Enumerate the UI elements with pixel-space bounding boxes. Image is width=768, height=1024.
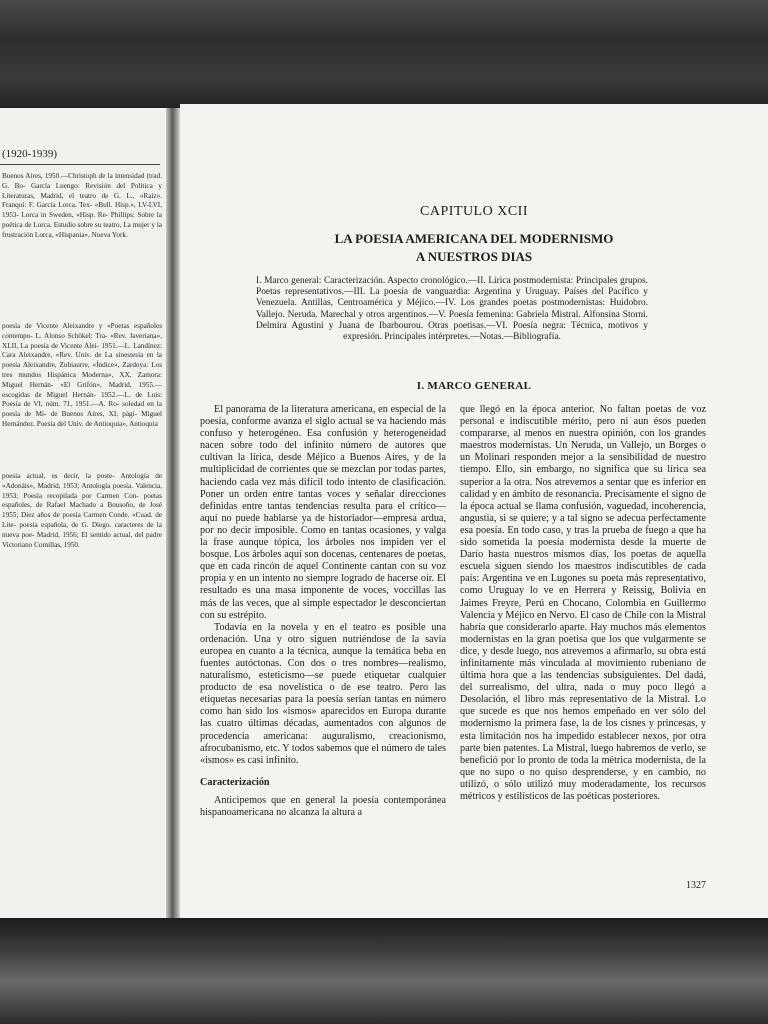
header-rule [0, 164, 160, 165]
left-page-header: (1920-1939) [2, 148, 57, 160]
scan-background-top [0, 0, 768, 112]
right-page [180, 104, 768, 920]
paragraph: que llegó en la época anterior. No faltan poetas de voz personal e indiscutible mérito, pero ni aun ésos pueden compararse, al menos en nuestra opinión, con los grandes maestros modernistas. Un Neruda, un Vallejo, un Borges o un Molinari responden mejor a la sensibilidad de nuestro tiempo. Ello, sin embargo, no significa que su lírica sea superior a la otra. Nos atrevemos a sentar que es inferior en calidad y en ámbito de resonancia. Precisamente el signo de la época actual se llama confusión, vaguedad, incoherencia, angustia, si se quiere; y a tal signo se adecua perfectamente esa poesía. En todo caso, y tras la prueba de fuego a que ha sido sometida la poesía modernista desde la muerte de Darío hasta nuestros mismos días, los poetas de aquella escuela siguen siendo los maestros indiscutibles de cada país: Argentina ve en Lugones su poeta más representativo, como Uruguay lo ve en Herrera y Reissig, Bolivia en Jaimes Freyre, Perú en Chocano, Colombia en Guillermo Valencia y Méjico en Nervo. El caso de Chile con la Mistral habría que considerarlo aparte. Hay muchos más elementos modernistas en la gran poetisa que los que vulgarmente se dice, y desde luego, nos atrevemos a afirmarlo, su obra está infinitamente más vinculada al movimiento rubeniano de última hora que a las tendencias subsiguientes. Del dadá, del surrealismo, del ultra, nada o muy poco llegó a Desolación, el libro más representativo de la Mistral. Lo que sucede es que nos hemos empeñado en ver sólo del modernismo la primera fase, la de los cisnes y princesas, y esta limitación nos ha impedido establecer nexos, por otra parte bien patentes. La Mistral, luego habremos de verlo, se benefició por lo pronto de toda la métrica modernista, de la que no supo o no quiso desprenderse, y en cambio, no utilizó, o sólo utilizó muy moderadamente, los recursos métricos y estilísticos de las poéticas posteriores. [460, 404, 706, 802]
text-column-right [460, 404, 706, 803]
text-column-left [200, 404, 446, 819]
bibliography-block: Buenos Aires, 1950.—Christoph de la intensidad (trad. G. Bo- García Luengo: Revisión del Política y Literaturas, Madrid, el teatro de G. L., «Raíz». Franquí: F. García Lorca. Tex- «Bull. Hisp.», LV-LVI, 1953- Lorca in Sweden, «Hisp. Re- Phillips: Sobre la poética de Lorca. Estudio sobre su teatro, La mujer y la frustración Lorca, «Hispania», Nueva York. [2, 172, 162, 239]
bibliography-block: poesía de Vicente Aleixandre y «Poetas españoles contempo- L. Alonso Schökel: Tra- «Rev. Javeriana», XLII, La poesía de Vicente Alei- 1951.—L. Landínez: Cara Aleixandre, «Rev. Univ. de La sinestesia en la poesía Aleixandre, Zubiaurre, «Índice», Zardoya: Los tres mundos Hispánica Moderna», XX, Zamora: Miguel Hernán- «El Grifón», Madrid, 1955.— escogidas de Miguel Hernán- 1952.—L. de Luis: Poesía de VI, núm. 71, 1951.—A. Ro- soledad en la poesía de Mi- de Buenos Aires, XI, pági- Miguel Hernández. Poesía del Univ. de Antioquia», Antioquia [2, 322, 162, 428]
section-heading: I. MARCO GENERAL [416, 380, 532, 392]
bibliography-block: poesía actual, es decir, la poste- Antología de «Adonáis», Madrid, 1953; Antología poesía. Valencia, 1953; Poesía recopilada por Carmen Con- poetas españoles, de Rafael Machado a Bousoño, de José 1955; Diez años de poesía Carmen Conde. «Cuad. de Lite- poesía española, de G. Diego. caracteres de la nueva poe- Madrid, 1956; El sentido actual, del padre Victoriano Comillas, 1950. [2, 472, 162, 549]
paragraph: Anticipemos que en general la poesía contemporánea hispanoamericana no alcanza la altura a [200, 794, 446, 818]
paragraph: Todavía en la novela y en el teatro es posible una ordenación. Una y otro siguen nutriéndose de la savia europea en cuanto a la técnica, aunque la temática beba en fuentes autóctonas. Con dos o tres nombres—realismo, naturalismo, esteticismo—se puede etiquetar cualquier producto de esa novelística o de ese teatro. Pero las etiquetas necesarias para la poesía serían tantas en número como han sido los «ismos» aparecidos en Europa durante las cuatro últimas décadas, aumentados con algunos de procedencia americana: auguralismo, creacionismo, afrocubanismo, etc. Y todos sabemos que el número de tales «ismos» es casi infinito. [200, 621, 446, 766]
subsection-heading: Caracterización [200, 776, 270, 788]
left-page [0, 108, 172, 920]
page-number: 1327 [686, 880, 706, 891]
chapter-title [180, 230, 768, 266]
chapter-title-line: A NUESTROS DIAS [415, 249, 533, 264]
book-gutter [166, 108, 180, 920]
paragraph: El panorama de la literatura americana, en especial de la poesía, conforme avanza el siglo actual se va haciendo más confuso y heterogéneo. Esa confusión y heterogeneidad nacen sobre todo del infinito número de autores que cultivan la lírica, desde Méjico a Buenos Aires, y de la multiplicidad de corrientes que se mezclan por todas partes, haciendo cada vez más difícil todo intento de clasificación. Poner un orden entre tantas voces y señalar direcciones definidas entre tantas tendencias resulta para el crítico—aquí no puede hablarse ya de historiador—empresa ardua, por no decir imposible. Como en tantas ocasiones, y valga la frase aunque tópica, los árboles nos impiden ver el bosque. Los árboles aquí son docenas, centenares de poetas, que en cada rincón de aquel Continente cantan con su voz propia y en un intento no siempre logrado de hacerse oír. El resultado es una masa imponente de voces, voccillas las más de las veces, que al simple espectador le desconciertan con su estrépito. [200, 404, 446, 621]
scan-background-bottom [0, 918, 768, 1024]
chapter-summary: I. Marco general: Caracterización. Aspecto cronológico.—II. Lírica postmodernista: Principales grupos. Poetas representativos.—III. La poesía de vanguardia: Argentina y Uruguay. Países del Pacífico y Venezuela. Antillas, Centroamérica y Méjico.—IV. Los grandes poetas postmodernistas: Huidobro. Vallejo. Neruda. Marechal y otros argentinos.—V. Poesía femenina: Gabriela Mistral. Alfonsina Storni. Delmira Agustini y Juana de Ibarbourou. Otras poetisas.—VI. Poesía negra: Técnica, motivos y expresión. Principales intérpretes.—Notas.—Bibliografía. [256, 276, 648, 343]
chapter-title-line: LA POESIA AMERICANA DEL MODERNISMO [334, 231, 614, 246]
chapter-number: CAPITULO XCII [420, 204, 528, 219]
